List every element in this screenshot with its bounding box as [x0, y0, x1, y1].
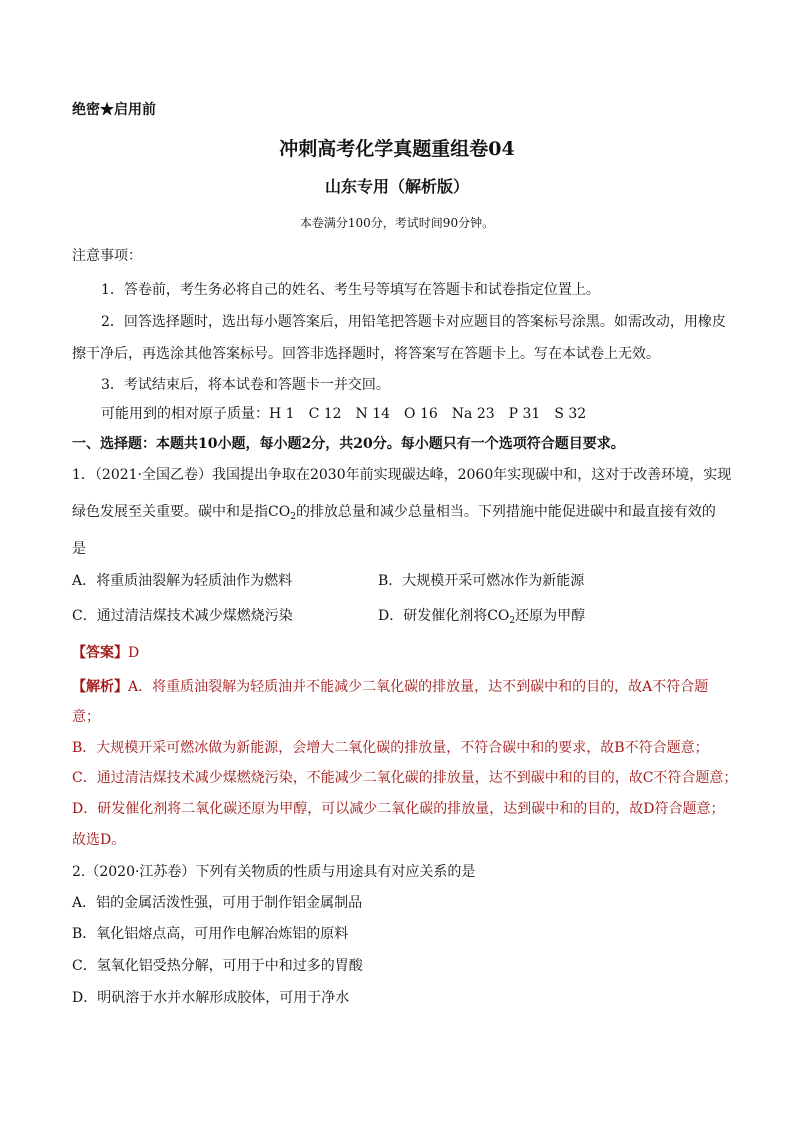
- notice-item: 擦干净后，再选涂其他答案标号。回答非选择题时，将答案写在答题卡上。写在本试卷上无效。: [72, 346, 660, 362]
- q1-option-row: [72, 606, 722, 626]
- analysis-label: 【解析】: [72, 679, 128, 695]
- subscript: 2: [290, 512, 296, 522]
- q1-option-d: [378, 606, 585, 626]
- exam-info: 本卷满分100分，考试时间90分钟。: [299, 216, 495, 230]
- notice-item: 1．答卷前，考生务必将自己的姓名、考生号等填写在答题卡和试卷指定位置上。: [101, 282, 600, 298]
- answer-label: 【答案】: [72, 645, 128, 661]
- q1-analysis-line: [72, 677, 722, 697]
- secret-label: 绝密★启用前: [72, 102, 156, 118]
- subscript: 2: [509, 616, 516, 626]
- q1-stem-line2: [72, 502, 722, 522]
- analysis-text: A．将重质油裂解为轻质油并不能减少二氧化碳的排放量，达不到碳中和的目的，故A不符合题: [128, 679, 709, 695]
- answer-value: D: [128, 645, 140, 661]
- q2-option-d: D．明矾溶于水并水解形成胶体，可用于净水: [72, 990, 350, 1006]
- q2-option-a: A．铝的金属活泼性强，可用于制作铝金属制品: [72, 895, 363, 911]
- q1-option-d-text: D．研发催化剂将CO: [378, 608, 510, 624]
- q1-analysis-line: D．研发催化剂将二氧化碳还原为甲醇，可以减少二氧化碳的排放量，达到碳中和的目的，故D符合题意；: [72, 801, 725, 817]
- q1-option-d-text: 还原为甲醇: [515, 608, 586, 624]
- q1-option-a: A．将重质油裂解为轻质油作为燃料: [72, 573, 293, 589]
- q1-stem-text: 的排放总量和减少总量相当。下列措施中能促进碳中和最直接有效的: [295, 504, 716, 520]
- q1-option-b: B．大规模开采可燃冰作为新能源: [378, 573, 585, 589]
- q2-stem: 2.（2020·江苏卷）下列有关物质的性质与用途具有对应关系的是: [72, 864, 476, 880]
- q1-answer: [72, 643, 722, 663]
- notice-item: 3．考试结束后，将本试卷和答题卡一并交回。: [101, 377, 390, 393]
- notice-item: 2．回答选择题时，选出每小题答案后，用铅笔把答题卡对应题目的答案标号涂黑。如需改动，用橡皮: [101, 314, 726, 330]
- q1-analysis-line: 故选D。: [72, 832, 126, 848]
- q1-analysis-line: 意；: [72, 709, 100, 725]
- q1-analysis-line: B．大规模开采可燃冰做为新能源，会增大二氧化碳的排放量，不符合碳中和的要求，故B不符合题意；: [72, 740, 709, 756]
- page-subtitle: 山东专用（解析版）: [324, 177, 469, 196]
- section-heading: 一、选择题：本题共10小题，每小题2分，共20分。每小题只有一个选项符合题目要求。: [72, 436, 625, 452]
- q1-stem-line3: 是: [72, 541, 86, 557]
- notice-heading: 注意事项：: [72, 248, 142, 264]
- page-title: 冲刺高考化学真题重组卷04: [279, 138, 515, 160]
- q2-option-b: B．氧化铝熔点高，可用作电解冶炼铝的原料: [72, 926, 349, 942]
- q2-option-c: C．氢氧化铝受热分解，可用于中和过多的胃酸: [72, 958, 363, 974]
- q1-stem-text: 绿色发展至关重要。碳中和是指CO: [72, 504, 291, 520]
- q1-option-row: [72, 571, 722, 591]
- q1-option-c: C．通过清洁煤技术减少煤燃烧污染: [72, 608, 293, 624]
- q1-stem-line1: 1．（2021·全国乙卷）我国提出争取在2030年前实现碳达峰，2060年实现碳中和，这对于改善环境，实现: [72, 467, 732, 483]
- atomic-masses: 可能用到的相对原子质量：H 1 C 12 N 14 O 16 Na 23 P 31 S 32: [101, 406, 587, 422]
- q1-analysis-line: C．通过清洁煤技术减少煤燃烧污染，不能减少二氧化碳的排放量，达不到碳中和的目的，故C不符合题意；: [72, 770, 738, 786]
